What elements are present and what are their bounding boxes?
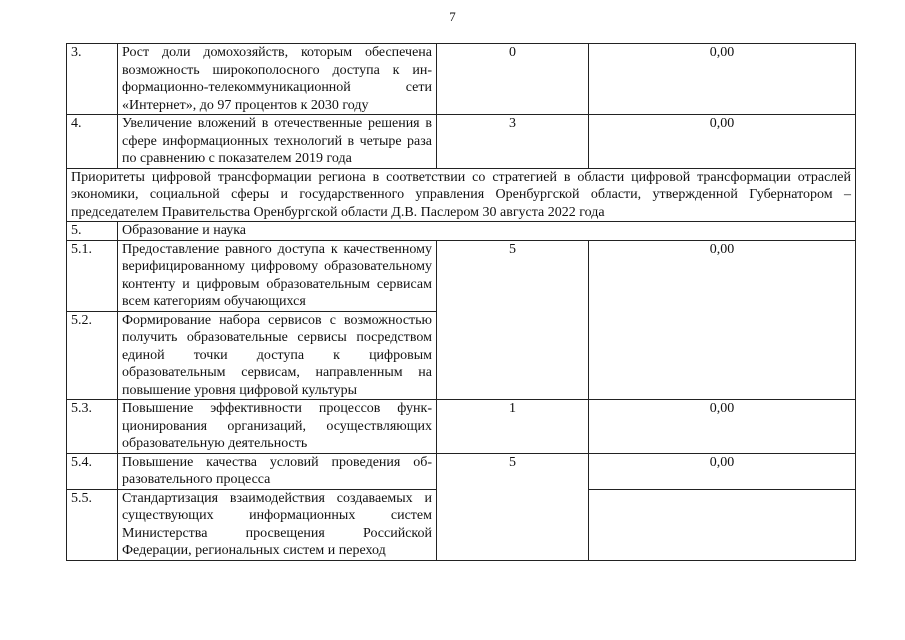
row-value: 3 [437, 115, 589, 169]
row-text: Стандартизация взаимодействия создаваемых и существующих информационных систем Министерства просвещения Российской Федерации, региональных систем и переход [118, 489, 437, 560]
table-row-5-5 [67, 489, 856, 560]
row-text: Предоставление равного доступа к качественному верифицированному цифровому образовательному контенту и цифровым образовательным сервисам всем категориям обучающихся [118, 240, 437, 311]
table-row-5-1 [67, 240, 856, 311]
row-number: 5.5. [67, 489, 118, 560]
row-number: 4. [67, 115, 118, 169]
row-value: 5 [437, 240, 589, 400]
row-text: Формирование набора сервисов с возможностью получить образовательные сервисы посредством единой точки доступа к цифровым образовательным сервисам, направленным на повышение уровня цифровой культуры [118, 311, 437, 400]
section-title: Образование и наука [118, 222, 856, 241]
row-amount: 0,00 [589, 115, 856, 169]
row-text: Повышение качества условий проведения образовательного процесса [118, 453, 437, 489]
row-text: Рост доли домохозяйств, которым обеспечена возможность широкополосного доступа к информационно-телекоммуникационной сети «Интернет», до 97 процентов к 2030 году [118, 44, 437, 115]
page-number: 7 [449, 9, 456, 24]
row-value: 5 [437, 453, 589, 489]
row-number: 5.2. [67, 311, 118, 400]
table-row-5-4 [67, 453, 856, 489]
row-amount: 0,00 [589, 453, 856, 489]
row-number: 5.4. [67, 453, 118, 489]
section-number: 5. [67, 222, 118, 241]
row-value: 1 [437, 400, 589, 454]
row-text: Увеличение вложений в отечественные решения в сфере информационных технологий в четыре раза по сравнению с показателем 2019 года [118, 115, 437, 169]
table-row-3 [67, 44, 856, 115]
table-row-5-3 [67, 400, 856, 454]
priority-text: Приоритеты цифровой трансформации региона в соответствии со стратегией в области цифровой трансформации отраслей экономики, социальной сферы и государственного управления Оренбургской области, утвержденной Губернатором – председателем Правительства Оренбургской области Д.В. Паслером 30 августа 2022 года [67, 168, 856, 222]
section-row [67, 222, 856, 241]
row-amount: 0,00 [589, 400, 856, 454]
row-value-empty [437, 489, 589, 560]
row-number: 5.1. [67, 240, 118, 311]
row-text: Повышение эффективности процессов функционирования организаций, осуществляющих образовательную деятельность [118, 400, 437, 454]
row-amount-empty [589, 489, 856, 560]
row-amount: 0,00 [589, 240, 856, 400]
row-value: 0 [437, 44, 589, 115]
row-number: 5.3. [67, 400, 118, 454]
priority-row [67, 168, 856, 222]
row-number: 3. [67, 44, 118, 115]
row-amount: 0,00 [589, 44, 856, 115]
table-row-4 [67, 115, 856, 169]
document-table [66, 43, 856, 561]
